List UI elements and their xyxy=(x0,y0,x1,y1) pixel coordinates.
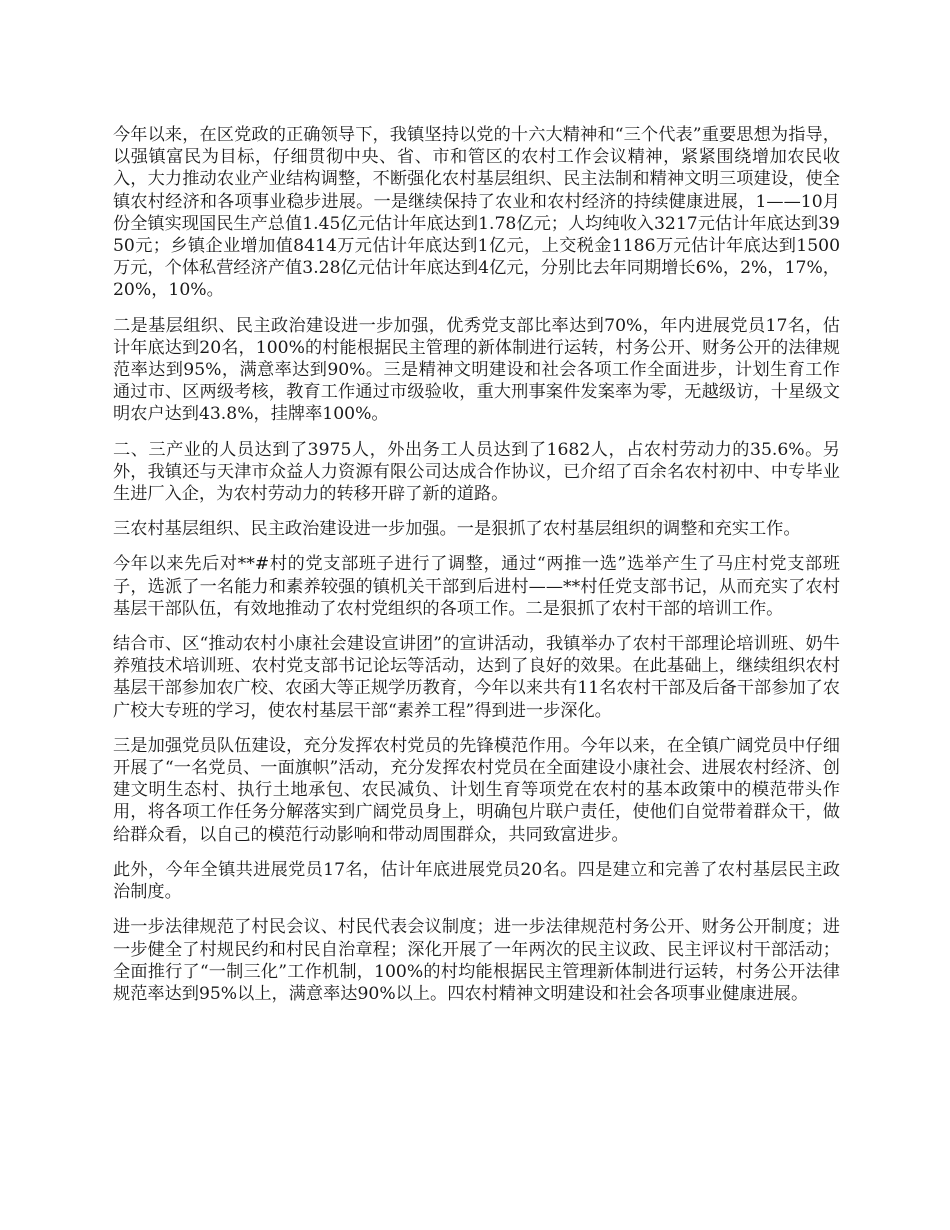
paragraph-member-development: 此外，今年全镇共进展党员17名，估计年底进展党员20名。四是建立和完善了农村基层民主政治制度。 xyxy=(113,859,840,903)
paragraph-village-democracy: 进一步法律规范了村民会议、村民代表会议制度；进一步法律规范村务公开、财务公开制度；进一步健全了村规民约和村民自治章程；深化开展了一年两次的民主议政、民主评议村干部活动；全面推行了“一制三化”工作机制，100%的村均能根据民主管理新体制进行运转，村务公开法律规范率达到95%以上，满意率达90%以上。四农村精神文明建设和社会各项事业健康进展。 xyxy=(113,917,840,1004)
document-body xyxy=(113,124,840,1018)
paragraph-party-members: 三是加强党员队伍建设，充分发挥农村党员的先锋模范作用。今年以来，在全镇广阔党员中仔细开展了“一名党员、一面旗帜”活动，充分发挥农村党员在全面建设小康社会、进展农村经济、创建文明生态村、执行土地承包、农民减负、计划生育等项党在农村的基本政策中的模范带头作用，将各项工作任务分解落实到广阔党员身上，明确包片联户责任，使他们自觉带着群众干，做给群众看，以自己的模范行动影响和带动周围群众，共同致富进步。 xyxy=(113,735,840,845)
paragraph-overview: 今年以来，在区党政的正确领导下，我镇坚持以党的十六大精神和“三个代表”重要思想为指导，以强镇富民为目标，仔细贯彻中央、省、市和管区的农村工作会议精神，紧紧围绕增加农民收入，大力推动农业产业结构调整，不断强化农村基层组织、民主法制和精神文明三项建设，使全镇农村经济和各项事业稳步进展。一是继续保持了农业和农村经济的持续健康进展，1——10月份全镇实现国民生产总值1.45亿元估计年底达到1.78亿元；人均纯收入3217元估计年底达到3950元；乡镇企业增加值8414万元估计年底达到1亿元，上交税金1186万元估计年底达到1500万元，个体私营经济产值3.28亿元估计年底达到4亿元，分别比去年同期增长6%，2%，17%，20%，10%。 xyxy=(113,125,840,301)
paragraph-grassroots-organization: 二是基层组织、民主政治建设进一步加强，优秀党支部比率达到70%，年内进展党员17名，估计年底达到20名，100%的村能根据民主管理的新体制进行运转，村务公开、财务公开的法律规范率达到95%，满意率达到90%。三是精神文明建设和社会各项工作全面进步，计划生育工作通过市、区两级考核，教育工作通过市级验收，重大刑事案件发案率为零，无越级访，十星级文明农户达到43.8%，挂牌率100%。 xyxy=(113,315,840,425)
paragraph-labor-transfer: 二、三产业的人员达到了3975人，外出务工人员达到了1682人，占农村劳动力的35.6%。另外，我镇还与天津市众益人力资源有限公司达成合作协议，已介绍了百余名农村初中、中专毕业生进厂入企，为农村劳动力的转移开辟了新的道路。 xyxy=(113,439,840,505)
paragraph-cadre-training: 结合市、区“推动农村小康社会建设宣讲团”的宣讲活动，我镇举办了农村干部理论培训班、奶牛养殖技术培训班、农村党支部书记论坛等活动，达到了良好的效果。在此基础上，继续组织农村基层干部参加农广校、农函大等正规学历教育，今年以来共有11名农村干部及后备干部参加了农广校大专班的学习，使农村基层干部“素养工程”得到进一步深化。 xyxy=(113,634,840,721)
paragraph-organization-adjustment: 三农村基层组织、民主政治建设进一步加强。一是狠抓了农村基层组织的调整和充实工作。 xyxy=(113,519,801,540)
paragraph-party-branch: 今年以来先后对**#村的党支部班子进行了调整，通过“两推一选”选举产生了马庄村党支部班子，选派了一名能力和素养较强的镇机关干部到后进村——**村任党支部书记，从而充实了农村基层干部队伍，有效地推动了农村党组织的各项工作。二是狠抓了农村干部的培训工作。 xyxy=(113,554,840,619)
